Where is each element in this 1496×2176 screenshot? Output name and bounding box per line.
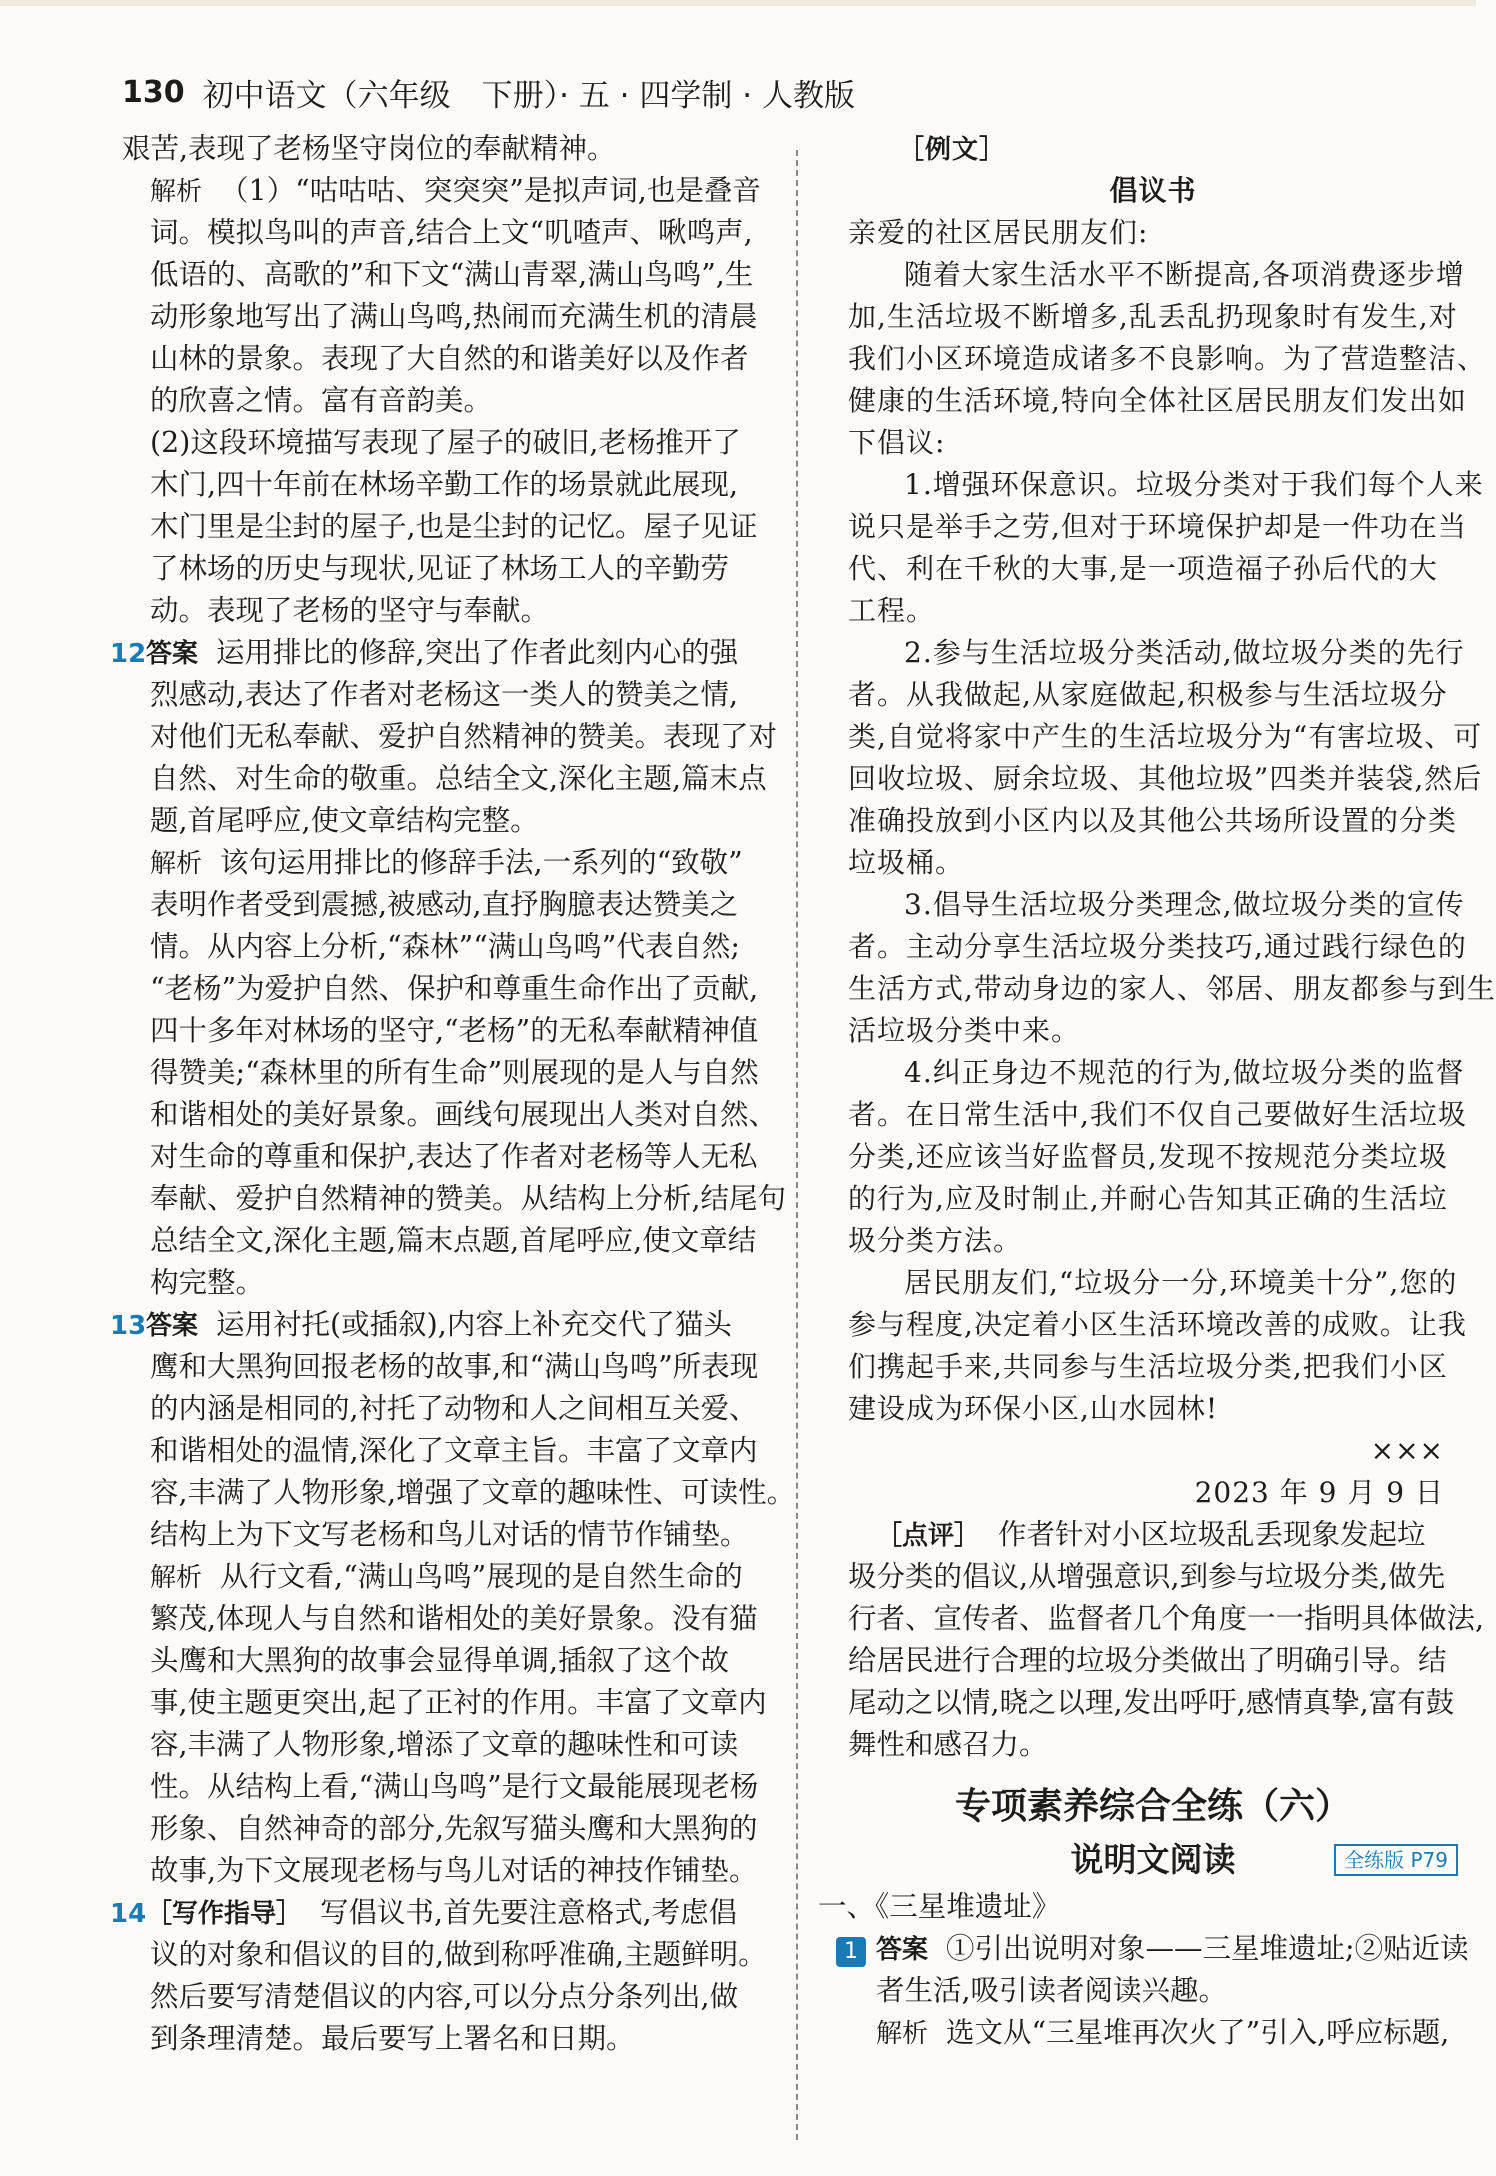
right-column: [818, 128, 1496, 2054]
question-number: 13: [110, 1311, 147, 1341]
text-line: 到条理清楚。最后要写上署名和日期。: [150, 2022, 635, 2055]
sub-title: 说明文阅读: [1070, 1840, 1236, 1879]
text-line: 居民朋友们,“垃圾分一分,环境美十分”,您的: [904, 1266, 1458, 1299]
text-line: 者。主动分享生活垃圾分类技巧,通过践行绿色的: [848, 930, 1467, 963]
text-line: 容,丰满了人物形象,增强了文章的趣味性、可读性。: [150, 1476, 796, 1509]
text-line: 议的对象和倡议的目的,做到称呼准确,主题鲜明。: [150, 1938, 767, 1971]
text-line: 者。在日常生活中,我们不仅自己要做好生活垃圾: [848, 1098, 1467, 1131]
sub-title-row: [848, 1834, 1458, 1886]
part-title: 一、《三星堆遗址》: [818, 1890, 1061, 1923]
text-line: 运用衬托(或插叙),内容上补充交代了猫头: [216, 1308, 732, 1341]
text-line: 对生命的尊重和保护,表达了作者对老杨等人无私: [150, 1140, 758, 1173]
question-number: 12: [110, 639, 147, 669]
text-line: 健康的生活环境,特向全体社区居民朋友们发出如: [848, 384, 1467, 417]
text-line: 选文从“三星堆再次火了”引入,呼应标题,: [946, 2016, 1450, 2049]
text-line: 容,丰满了人物形象,增添了文章的趣味性和可读: [150, 1728, 739, 1761]
text-line: 写倡议书,首先要注意格式,考虑倡: [320, 1896, 738, 1929]
text-line: 事,使主题更突出,起了正衬的作用。丰富了文章内: [150, 1686, 767, 1719]
text-line: 构完整。: [150, 1266, 265, 1299]
text-line: “老杨”为爱护自然、保护和尊重生命作出了贡献,: [150, 972, 759, 1005]
text-line: 4.纠正身边不规范的行为,做垃圾分类的监督: [904, 1056, 1465, 1089]
question-number: 14: [110, 1899, 147, 1929]
date: 2023 年 9 月 9 日: [1194, 1476, 1444, 1509]
text-line: 动形象地写出了满山鸟鸣,热闹而充满生机的清晨: [150, 300, 758, 333]
text-line: 的内涵是相同的,衬托了动物和人之间相互关爱、: [150, 1392, 758, 1425]
writing-guide-tag: ［写作指导］: [146, 1899, 303, 1929]
text-line: 作者针对小区垃圾乱丢现象发起垃: [998, 1518, 1426, 1551]
text-line: 圾分类方法。: [848, 1224, 1023, 1257]
text-line: 奉献、爱护自然精神的赞美。从结构上分析,结尾句: [150, 1182, 787, 1215]
text-line: 表明作者受到震撼,被感动,直抒胸臆表达赞美之: [150, 888, 739, 921]
text-line: 词。模拟鸟叫的声音,结合上文“叽喳声、啾鸣声,: [150, 216, 753, 249]
text-line: 得赞美;“森林里的所有生命”则展现的是人与自然: [150, 1056, 759, 1089]
comment-tag: ［点评］: [876, 1521, 981, 1551]
text-line: 繁茂,体现人与自然和谐相处的美好景象。没有猫: [150, 1602, 758, 1635]
text-line: (2)这段环境描写表现了屋子的破旧,老杨推开了: [150, 426, 741, 459]
text-line: 木门,四十年前在林场辛勤工作的场景就此展现,: [150, 468, 739, 501]
analysis-tag: 解析: [150, 849, 203, 879]
text-line: 性。从结构上看,“满山鸟鸣”是行文最能展现老杨: [150, 1770, 759, 1803]
left-column: [110, 128, 796, 2060]
text-line: 总结全文,深化主题,篇末点题,首尾呼应,使文章结: [150, 1224, 757, 1257]
text-line: 分类,还应该当好监督员,发现不按规范分类垃圾: [848, 1140, 1448, 1173]
text-line: 头鹰和大黑狗的故事会显得单调,插叙了这个故: [150, 1644, 730, 1677]
text-line: 形象、自然神奇的部分,先叙写猫头鹰和大黑狗的: [150, 1812, 758, 1845]
text-line: 准确投放到小区内以及其他公共场所设置的分类: [848, 804, 1458, 837]
top-edge: [0, 0, 1476, 6]
text-line: 亲爱的社区居民朋友们:: [848, 216, 1149, 249]
section-title: 专项素养综合全练（六）: [954, 1786, 1351, 1827]
text-line: 生活方式,带动身边的家人、邻居、朋友都参与到生: [848, 972, 1496, 1005]
text-line: 舞性和感召力。: [848, 1728, 1048, 1761]
text-line: 行者、宣传者、监督者几个角度一一指明具体做法,: [848, 1602, 1485, 1635]
text-line: 给居民进行合理的垃圾分类做出了明确引导。结: [848, 1644, 1447, 1677]
text-line: 和谐相处的美好景象。画线句展现出人类对自然、: [150, 1098, 778, 1131]
answer-tag: 答案: [146, 1311, 199, 1341]
answer-tag: 答案: [146, 639, 199, 669]
analysis-tag: 解析: [876, 2019, 929, 2049]
text-line: 3.倡导生活垃圾分类理念,做垃圾分类的宣传: [904, 888, 1465, 921]
text-line: 1.增强环保意识。垃圾分类对于我们每个人来: [904, 468, 1484, 501]
text-line: 者生活,吸引读者阅读兴趣。: [876, 1974, 1228, 2007]
page-ref-badge: 全练版 P79: [1334, 1844, 1458, 1876]
text-line: 2.参与生活垃圾分类活动,做垃圾分类的先行: [904, 636, 1465, 669]
text-line: 对他们无私奉献、爱护自然精神的赞美。表现了对: [150, 720, 778, 753]
text-line: 参与程度,决定着小区生活环境改善的成败。让我: [848, 1308, 1467, 1341]
text-line: 艰苦,表现了老杨坚守岗位的奉献精神。: [122, 132, 616, 165]
text-line: 木门里是尘封的屋子,也是尘封的记忆。屋子见证: [150, 510, 758, 543]
text-line: 的欣喜之情。富有音韵美。: [150, 384, 493, 417]
text-line: 说只是举手之劳,但对于环境保护却是一件功在当: [848, 510, 1467, 543]
text-line: 题,首尾呼应,使文章结构完整。: [150, 804, 539, 837]
text-line: 加,生活垃圾不断增多,乱丢乱扔现象时有发生,对: [848, 300, 1458, 333]
page-number: 130: [122, 74, 185, 110]
question-number: 1: [836, 1937, 866, 1967]
answer-tag: 答案: [876, 1935, 929, 1965]
text-line: 从行文看,“满山鸟鸣”展现的是自然生命的: [220, 1560, 743, 1593]
text-line: 该句运用排比的修辞手法,一系列的“致敬”: [220, 846, 743, 879]
analysis-tag: 解析: [150, 177, 203, 207]
text-line: 了林场的历史与现状,见证了林场工人的辛勤劳: [150, 552, 730, 585]
text-line: 故事,为下文展现老杨与鸟儿对话的神技作铺垫。: [150, 1854, 758, 1887]
text-line: 下倡议:: [848, 426, 946, 459]
text-line: 们携起手来,共同参与生活垃圾分类,把我们小区: [848, 1350, 1448, 1383]
text-line: 回收垃圾、厨余垃圾、其他垃圾”四类并装袋,然后: [848, 762, 1483, 795]
column-divider: [796, 150, 798, 2140]
text-line: 的行为,应及时制止,并耐心告知其正确的生活垃: [848, 1182, 1448, 1215]
text-line: 工程。: [848, 594, 936, 627]
text-line: 者。从我做起,从家庭做起,积极参与生活垃圾分: [848, 678, 1448, 711]
text-line: 四十多年对林场的坚守,“老杨”的无私奉献精神值: [150, 1014, 759, 1047]
text-line: 情。从内容上分析,“森林”“满山鸟鸣”代表自然;: [150, 930, 740, 963]
text-line: 低语的、高歌的”和下文“满山青翠,满山鸟鸣”,生: [150, 258, 754, 291]
text-line: 和谐相处的温情,深化了文章主旨。丰富了文章内: [150, 1434, 758, 1467]
text-line: （1）“咕咕咕、突突突”是拟声词,也是叠音: [220, 174, 761, 207]
text-line: 动。表现了老杨的坚守与奉献。: [150, 594, 550, 627]
text-line: 烈感动,表达了作者对老杨这一类人的赞美之情,: [150, 678, 739, 711]
text-line: 随着大家生活水平不断提高,各项消费逐步增: [904, 258, 1465, 291]
text-line: 活垃圾分类中来。: [848, 1014, 1081, 1047]
text-line: 代、利在千秋的大事,是一项造福子孙后代的大: [848, 552, 1438, 585]
analysis-tag: 解析: [150, 1563, 203, 1593]
essay-title: 倡议书: [1109, 174, 1197, 207]
text-line: 我们小区环境造成诸多不良影响。为了营造整洁、: [848, 342, 1487, 375]
text-line: 山林的景象。表现了大自然的和谐美好以及作者: [150, 342, 749, 375]
text-line: 尾动之以情,晓之以理,发出呼吁,感情真挚,富有鼓: [848, 1686, 1455, 1719]
example-tag: ［例文］: [898, 135, 1007, 165]
page-header: [122, 62, 1422, 122]
text-line: 类,自觉将家中产生的生活垃圾分为“有害垃圾、可: [848, 720, 1483, 753]
text-line: 圾分类的倡议,从增强意识,到参与垃圾分类,做先: [848, 1560, 1446, 1593]
text-line: 自然、对生命的敬重。总结全文,深化主题,篇末点: [150, 762, 767, 795]
text-line: ①引出说明对象——三星堆遗址;②贴近读: [946, 1932, 1469, 1965]
signature: ×××: [1370, 1434, 1444, 1467]
text-line: 鹰和大黑狗回报老杨的故事,和“满山鸟鸣”所表现: [150, 1350, 759, 1383]
text-line: 然后要写清楚倡议的内容,可以分点分条列出,做: [150, 1980, 739, 2013]
text-line: 运用排比的修辞,突出了作者此刻内心的强: [216, 636, 739, 669]
text-line: 建设成为环保小区,山水园林!: [848, 1392, 1219, 1425]
text-line: 结构上为下文写老杨和鸟儿对话的情节作铺垫。: [150, 1518, 749, 1551]
book-title: 初中语文（六年级 下册）· 五 · 四学制 · 人教版: [202, 77, 855, 114]
text-line: 垃圾桶。: [848, 846, 965, 879]
